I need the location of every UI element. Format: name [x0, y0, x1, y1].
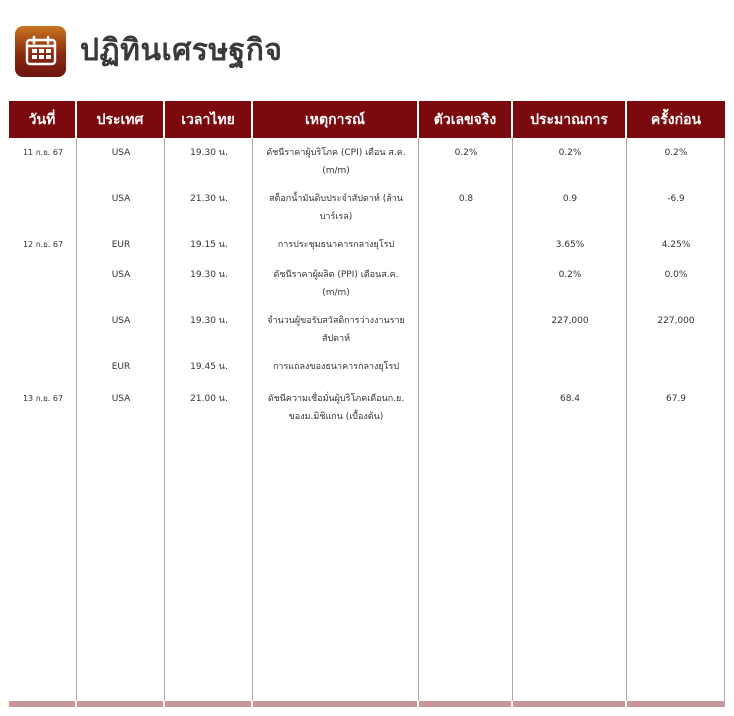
cell-time: 19.30 น.	[190, 270, 228, 280]
cell-previous: -6.9	[667, 194, 685, 204]
cell-previous: 0.2%	[664, 148, 688, 158]
header-actual: ตัวเลขจริง	[419, 101, 513, 138]
table-row	[9, 236, 725, 266]
cell-time: 19.30 น.	[190, 148, 228, 158]
header-date: วันที่	[9, 101, 77, 138]
cell-date	[9, 266, 77, 312]
cell-country: EUR	[111, 362, 131, 372]
cell-time: 21.30 น.	[190, 194, 228, 204]
cell-country: USA	[111, 148, 131, 158]
cell-forecast: 227,000	[551, 316, 589, 326]
cell-date	[9, 312, 77, 358]
cell-time: 19.15 น.	[190, 240, 228, 250]
cell-country: USA	[111, 394, 131, 404]
cell-event: ดัชนีราคาผู้ผลิต (PPI) เดือนส.ค. (m/m)	[273, 270, 399, 298]
cell-actual	[419, 236, 513, 266]
cell-time: 19.30 น.	[190, 316, 228, 326]
cell-country: USA	[111, 270, 131, 280]
header-time: เวลาไทย	[165, 101, 253, 138]
economic-calendar-table	[9, 101, 725, 707]
header-country: ประเทศ	[77, 101, 165, 138]
cell-event: สต็อกน้ำมันดิบประจำสัปดาห์ (ล้าน บาร์เรล)	[269, 194, 403, 222]
cell-event: จำนวนผู้ขอรับสวัสดิการว่างงานราย สัปดาห์	[267, 316, 405, 344]
table-row	[9, 138, 725, 190]
cell-forecast: 68.4	[559, 394, 581, 404]
table-footer-bar	[9, 701, 725, 707]
cell-event: การประชุมธนาคารกลางยุโรป	[277, 240, 395, 250]
header-forecast: ประมาณการ	[513, 101, 627, 138]
cell-previous	[627, 358, 725, 390]
table-row	[9, 358, 725, 390]
page-header	[15, 25, 282, 77]
cell-date: 12 ก.ย. 67	[22, 240, 64, 249]
table-body	[9, 138, 725, 701]
cell-actual	[419, 358, 513, 390]
table-row	[9, 312, 725, 358]
cell-forecast: 0.9	[562, 194, 578, 204]
cell-event: ดัชนีราคาผู้บริโภค (CPI) เดือน ส.ค.(m/m)	[266, 148, 406, 176]
page-title: ปฏิทินเศรษฐกิจ	[80, 33, 283, 68]
cell-date	[9, 358, 77, 390]
cell-country: EUR	[111, 240, 131, 250]
cell-time: 19.45 น.	[190, 362, 228, 372]
cell-previous: 4.25%	[661, 240, 691, 250]
table-row	[9, 266, 725, 312]
cell-country: USA	[111, 316, 131, 326]
cell-date	[9, 190, 77, 236]
calendar-icon	[15, 26, 66, 77]
header-previous: ครั้งก่อน	[627, 101, 725, 138]
cell-actual	[419, 312, 513, 358]
cell-actual: 0.2%	[454, 148, 478, 158]
cell-date: 13 ก.ย. 67	[22, 394, 64, 403]
table-row	[9, 390, 725, 436]
cell-event: การแถลงของธนาคารกลางยุโรป	[272, 362, 400, 372]
cell-previous: 0.0%	[664, 270, 688, 280]
header-event: เหตุการณ์	[253, 101, 419, 138]
cell-time: 21.00 น.	[190, 394, 228, 404]
cell-actual	[419, 390, 513, 436]
table-rows	[9, 138, 725, 436]
cell-actual: 0.8	[458, 194, 474, 204]
cell-previous: 227,000	[657, 316, 695, 326]
cell-country: USA	[111, 194, 131, 204]
cell-previous: 67.9	[665, 394, 687, 404]
table-header	[9, 101, 725, 138]
cell-forecast	[513, 358, 627, 390]
cell-event: ดัชนีความเชื่อมั่นผู้บริโภคเดือนก.ย. ของม.มิชิแกน (เบื้องต้น)	[267, 394, 405, 422]
cell-actual	[419, 266, 513, 312]
cell-date: 11 ก.ย. 67	[22, 148, 64, 157]
cell-forecast: 0.2%	[558, 270, 582, 280]
cell-forecast: 0.2%	[558, 148, 582, 158]
table-row	[9, 190, 725, 236]
cell-forecast: 3.65%	[555, 240, 585, 250]
